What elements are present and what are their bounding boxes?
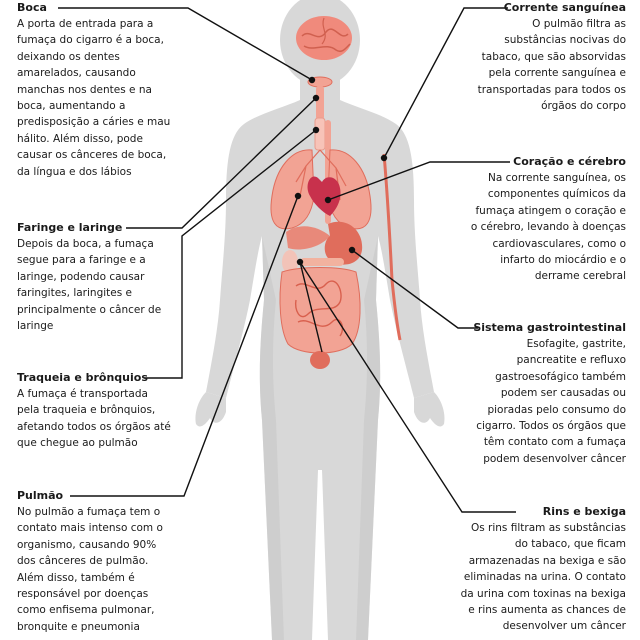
text-line: armazenadas na bexiga e são <box>468 554 626 567</box>
text-line: do tabaco, que ficam <box>514 538 626 551</box>
text-line: causar os cânceres de boca, <box>17 149 167 162</box>
section-pulmao <box>17 489 193 635</box>
text-line: afetando todos os órgãos até <box>17 420 171 433</box>
section-title: Rins e bexiga <box>542 505 626 518</box>
leader-dot-boca <box>310 78 315 83</box>
text-line: boca, aumentando a <box>17 100 126 113</box>
section-body <box>17 236 193 334</box>
section-title: Boca <box>17 1 47 14</box>
text-line: Esofagite, gastrite, <box>526 338 626 350</box>
pancreas <box>300 258 344 266</box>
text-line: infarto do miocárdio e o <box>500 254 626 267</box>
text-line: A fumaça é transportada <box>17 388 148 400</box>
text-line: cigarro. Todos os órgãos que <box>476 420 626 433</box>
section-title: Faringe e laringe <box>17 221 123 234</box>
text-line: pela traqueia e brônquios, <box>17 404 156 417</box>
section-corrente <box>446 1 626 114</box>
section-gastro <box>446 321 626 467</box>
section-title: Sistema gastrointestinal <box>473 321 626 334</box>
text-line: cardiovasculares, como o <box>492 237 626 250</box>
text-line: substâncias nocivas do <box>504 34 626 47</box>
section-rins <box>436 505 626 635</box>
text-line: laringe <box>17 320 54 333</box>
text-line: derrame cerebral <box>534 270 626 283</box>
text-line: transportadas para todos os <box>477 83 626 96</box>
text-line: Os rins filtram as substâncias <box>470 522 626 534</box>
text-line: componentes químicos da <box>487 188 626 201</box>
text-line: órgãos do corpo <box>541 100 626 113</box>
text-line: predisposição a cáries e mau <box>17 116 171 129</box>
section-body <box>446 336 626 467</box>
text-line: que chegue ao pulmão <box>17 437 138 450</box>
trachea <box>315 118 325 150</box>
section-title: Traqueia e brônquios <box>17 371 148 384</box>
text-line: contato mais intenso com o <box>17 522 163 535</box>
text-line: organismo, causando 90% <box>17 538 157 551</box>
leader-dot-gastro <box>350 248 355 253</box>
section-body <box>17 16 193 180</box>
text-line: eliminadas na urina. O contato <box>463 571 626 584</box>
text-line: A porta de entrada para a <box>17 18 154 30</box>
text-line: Na corrente sanguínea, os <box>488 172 626 184</box>
section-title: Pulmão <box>17 489 64 502</box>
text-line: segue para a faringe e a <box>17 254 146 267</box>
text-line: hálito. Além disso, pode <box>17 132 143 145</box>
section-title: Corrente sanguínea <box>503 1 626 14</box>
text-line: bronquite e pneumonia <box>17 620 140 633</box>
section-faringe <box>17 221 193 334</box>
leader-dot-coracao <box>326 198 331 203</box>
text-line: O pulmão filtra as <box>532 18 626 30</box>
text-line: pela corrente sanguínea e <box>488 67 626 80</box>
text-line: dos cânceres de pulmão. <box>17 555 149 568</box>
text-line: manchas nos dentes e na <box>17 83 152 96</box>
text-line: laringe, podendo causar <box>17 270 145 283</box>
text-line: principalmente o câncer de <box>17 303 162 316</box>
text-line: gastroesofágico também <box>495 370 626 383</box>
text-line: e rins aumenta as chances de <box>468 604 626 617</box>
leader-dot-faringe <box>314 96 319 101</box>
text-line: responsável por doenças <box>17 588 149 601</box>
text-line: como enfisema pulmonar, <box>17 604 155 617</box>
text-line: o cérebro, levando à doenças <box>470 221 626 234</box>
text-line: pioradas pelo consumo do <box>487 403 626 416</box>
text-line: tabaco, que são absorvidas <box>481 50 626 63</box>
leader-dot-corrente <box>382 156 387 161</box>
leader-dot-pulmao <box>296 194 301 199</box>
intestines <box>280 268 360 354</box>
text-line: deixando os dentes <box>17 50 120 63</box>
text-line: da língua e dos lábios <box>17 165 132 178</box>
section-body <box>17 386 193 452</box>
text-line: faringites, laringites e <box>17 287 132 300</box>
text-line: podem desenvolver câncer <box>483 452 626 465</box>
section-body <box>446 16 626 114</box>
section-body <box>446 170 626 285</box>
section-body <box>17 504 193 635</box>
text-line: Além disso, também é <box>17 571 135 584</box>
text-line: pancreatite e refluxo <box>516 354 626 367</box>
section-coracao <box>446 155 626 285</box>
text-line: desenvolver um câncer <box>502 620 626 633</box>
section-body <box>436 520 626 635</box>
leader-dot-traqueia <box>314 128 319 133</box>
section-traqueia <box>17 371 193 452</box>
section-title: Coração e cérebro <box>513 155 626 168</box>
text-line: têm contato com a fumaça <box>483 436 626 449</box>
bladder <box>310 351 330 369</box>
text-line: amarelados, causando <box>17 67 136 80</box>
text-line: Depois da boca, a fumaça <box>17 238 154 250</box>
text-line: fumaça atingem o coração e <box>475 204 626 217</box>
text-line: da urina com toxinas na bexiga <box>460 587 626 600</box>
brain <box>296 16 352 60</box>
text-line: No pulmão a fumaça tem o <box>17 506 161 518</box>
text-line: podem ser causadas ou <box>500 387 626 400</box>
text-line: fumaça do cigarro é a boca, <box>17 34 164 47</box>
pharynx <box>316 86 324 120</box>
section-boca <box>17 1 193 180</box>
